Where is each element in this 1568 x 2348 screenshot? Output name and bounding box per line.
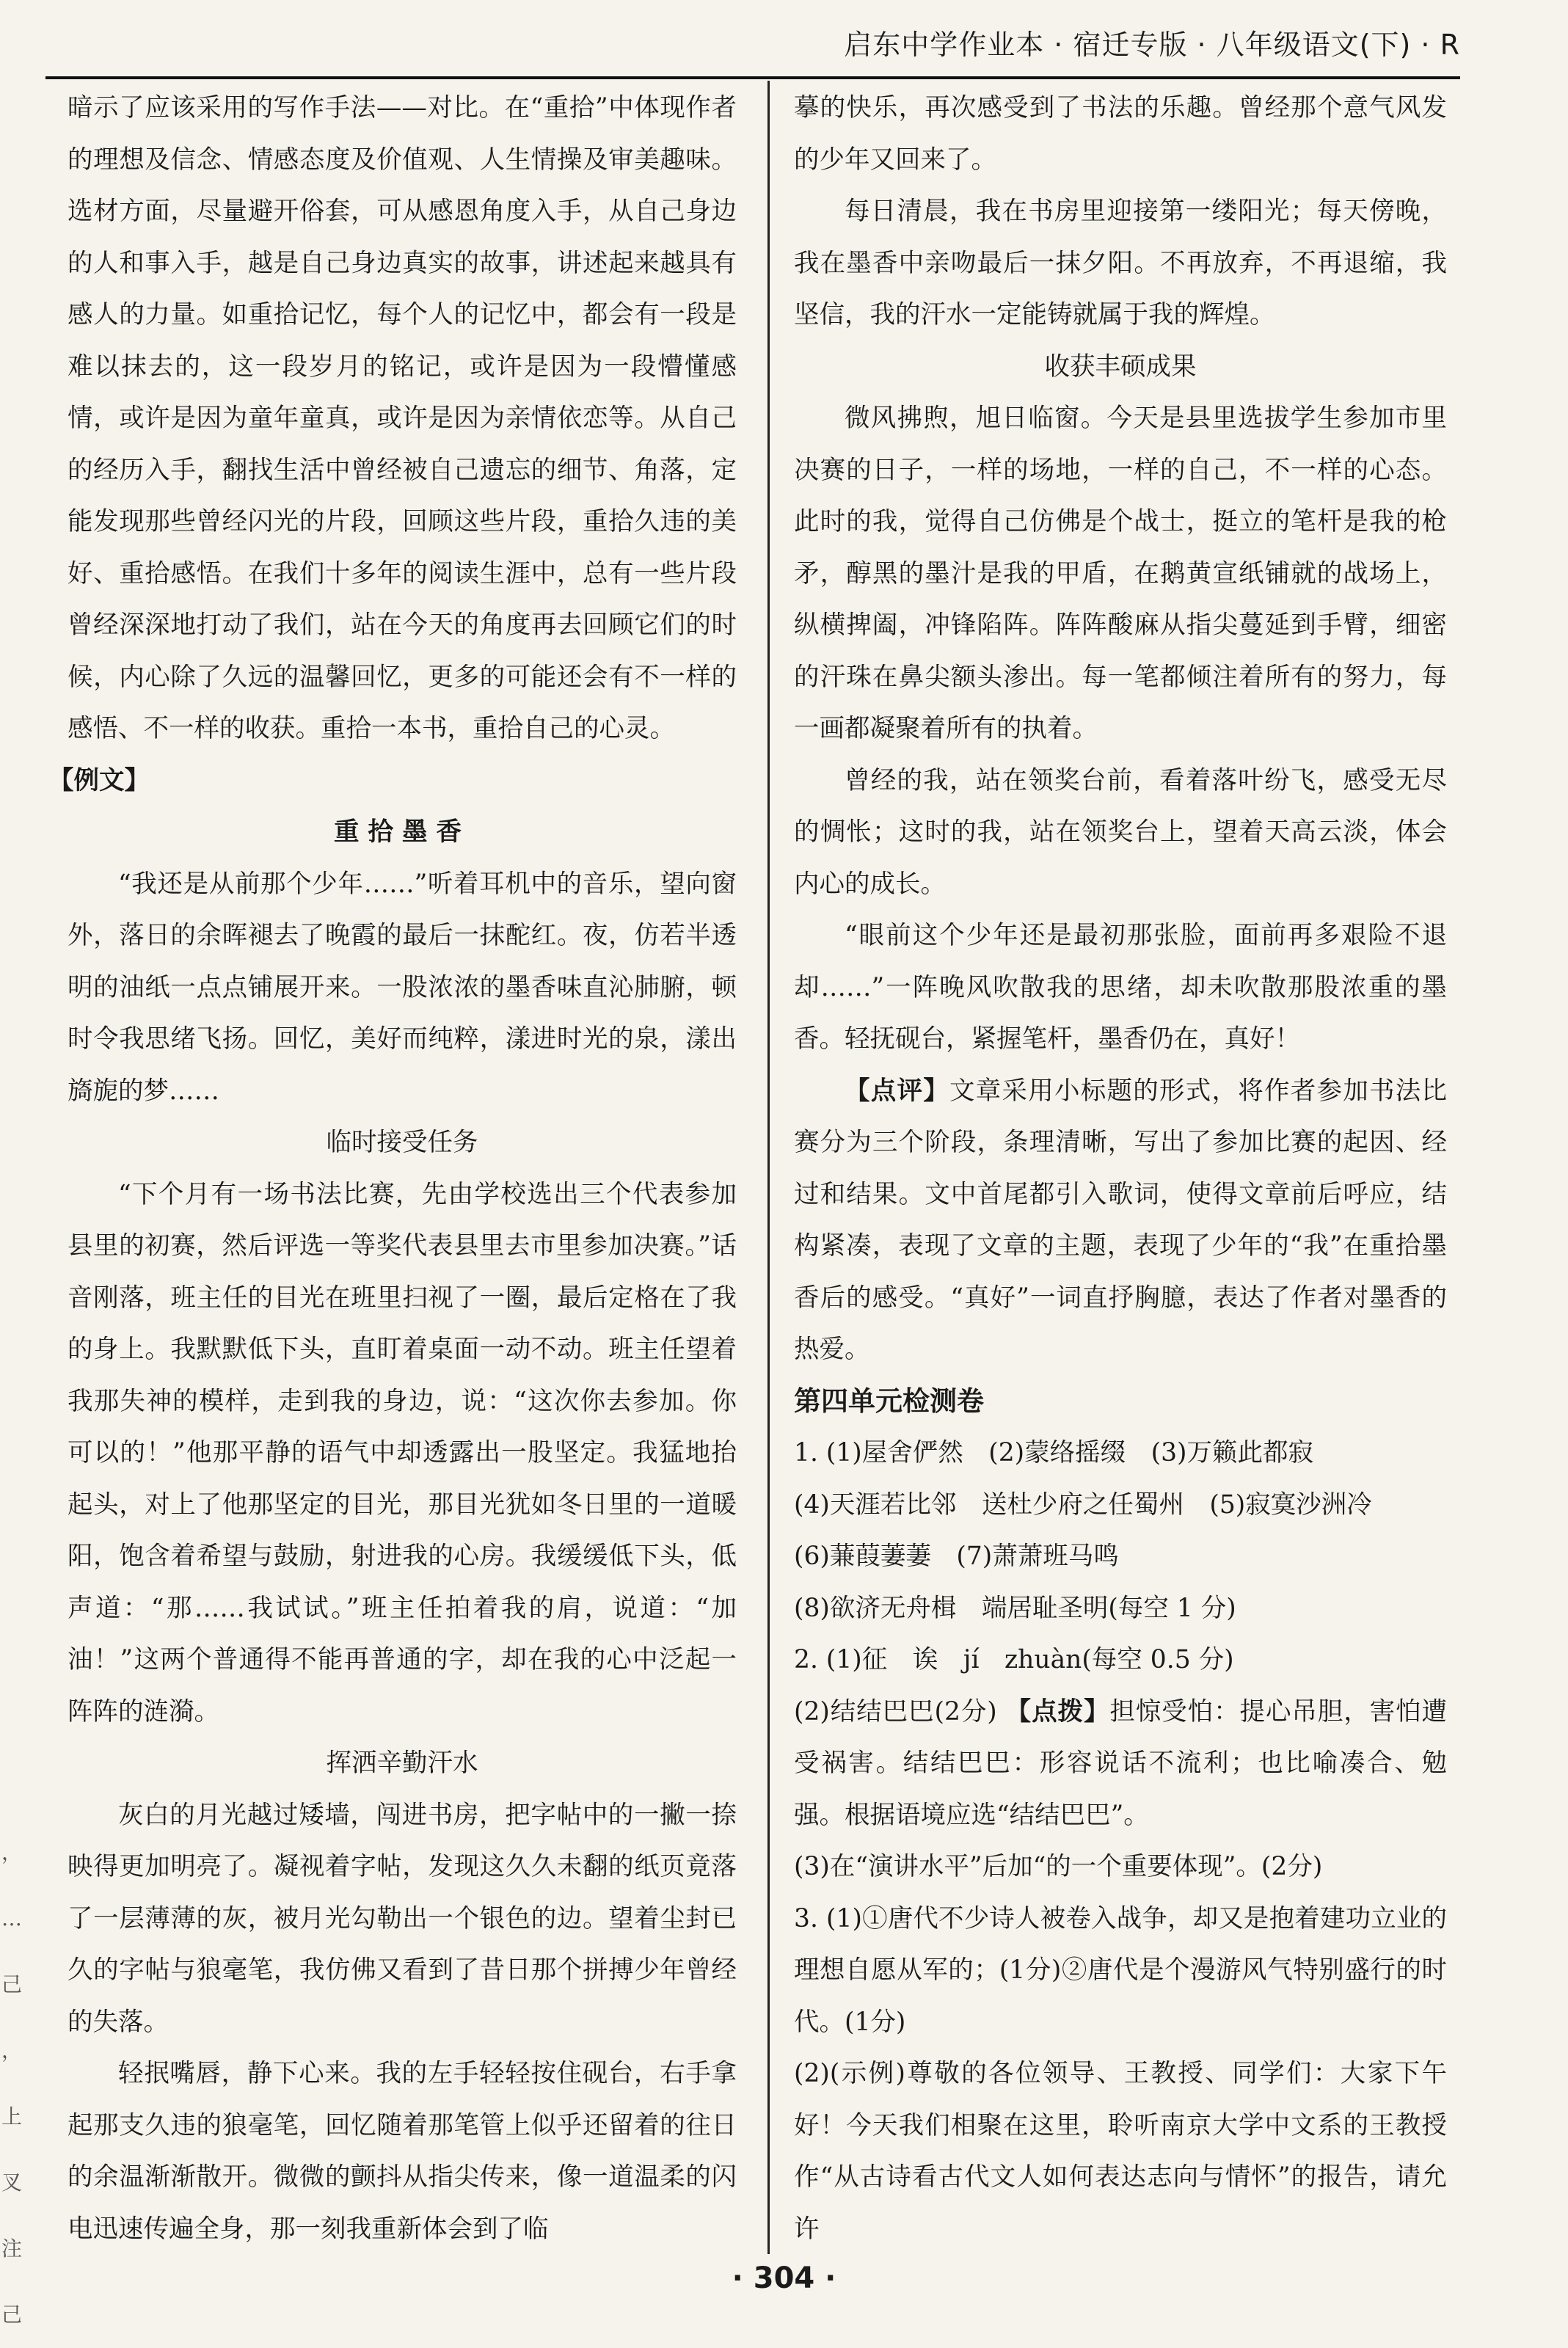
header-rule bbox=[45, 76, 1460, 79]
essay-paragraph: 每日清晨，我在书房里迎接第一缕阳光；每天傍晚，我在墨香中亲吻最后一抹夕阳。不再放弃，不再退缩，我坚信，我的汗水一定能铸就属于我的辉煌。 bbox=[794, 197, 1447, 329]
running-header: 启东中学作业本 · 宿迁专版 · 八年级语文(下) · R bbox=[844, 29, 1460, 61]
answer-line: (2)(示例)尊敬的各位领导、王教授、同学们：大家下午好！今天我们相聚在这里，聆听南京大学中文系的王教授作“从古诗看古代文人如何表达志向与情怀”的报告，请允许 bbox=[794, 2059, 1447, 2244]
answer-line: (8)欲济无舟楫 端居耻圣明(每空 1 分) bbox=[794, 1593, 1236, 1623]
margin-mark: 上 bbox=[1, 2104, 23, 2129]
unit-test-title: 第四单元检测卷 bbox=[794, 1385, 984, 1417]
answer-line: (3)在“演讲水平”后加“的一个重要体现”。(2分) bbox=[794, 1852, 1323, 1881]
subheading: 收获丰硕成果 bbox=[1044, 351, 1197, 382]
hint-label: 【点拨】 bbox=[1005, 1696, 1110, 1727]
answer-line: 1. (1)屋舍俨然 (2)蒙络摇缀 (3)万籁此都寂 bbox=[794, 1438, 1313, 1468]
essay-paragraph: 微风拂煦，旭日临窗。今天是县里选拔学生参加市里决赛的日子，一样的场地，一样的自己，不一样的心态。此时的我，觉得自己仿佛是个战士，挺立的笔杆是我的枪矛，醇黑的墨汁是我的甲盾，在鹅黄宣纸铺就的战场上，纵横捭阖，冲锋陷阵。阵阵酸麻从指尖蔓延到手臂，细密的汗珠在鼻尖额头渗出。每一笔都倾注着所有的努力，每一画都凝聚着所有的执着。 bbox=[794, 404, 1447, 743]
answer-text: (2)结结巴巴(2分) bbox=[794, 1696, 997, 1727]
margin-mark: 己 bbox=[1, 1972, 23, 1997]
subheading: 临时接受任务 bbox=[326, 1128, 478, 1157]
answer-line: 2. (1)征 诶 jí zhuàn(每空 0.5 分) bbox=[794, 1645, 1234, 1674]
essay-paragraph: “眼前这个少年还是最初那张脸，面前再多艰险不退却……”一阵晚风吹散我的思绪，却未吹散那股浓重的墨香。轻抚砚台，紧握笔杆，墨香仍在，真好！ bbox=[794, 921, 1447, 1054]
margin-mark: … bbox=[1, 1906, 22, 1930]
answer-text: 担惊受怕：提心吊胆，害怕遭受祸害。结结巴巴：形容说话不流利；也比喻凑合、勉强。根据语境应选“结结巴巴”。 bbox=[794, 1696, 1448, 1830]
margin-mark: 己 bbox=[1, 2303, 23, 2327]
essay-paragraph: 轻抿嘴唇，静下心来。我的左手轻轻按住砚台，右手拿起那支久违的狼毫笔，回忆随着那笔管上似乎还留着的往日的余温渐渐散开。微微的颤抖从指尖传来，像一道温柔的闪电迅速传遍全身，那一刻我重新体会到了临 bbox=[68, 2059, 737, 2244]
left-column bbox=[48, 82, 737, 2255]
example-label: 【例文】 bbox=[48, 765, 150, 795]
page-number: · 304 · bbox=[732, 2261, 836, 2295]
answer-line: 3. (1)①唐代不少诗人被卷入战争，却又是抱着建功立业的理想自愿从军的；(1分)②唐代是个漫游风气特别盛行的时代。(1分) bbox=[794, 1903, 1447, 2037]
right-column bbox=[794, 82, 1447, 2255]
comment-label: 【点评】 bbox=[845, 1076, 949, 1106]
essay-paragraph: “我还是从前那个少年……”听着耳机中的音乐，望向窗外，落日的余晖褪去了晚霞的最后一抹酡红。夜，仿若半透明的油纸一点点铺展开来。一股浓浓的墨香味直沁肺腑，顿时令我思绪飞扬。回忆，美好而纯粹，漾进时光的泉，漾出旖旎的梦…… bbox=[68, 869, 737, 1106]
essay-title: 重拾墨香 bbox=[334, 817, 470, 847]
margin-mark: 叉 bbox=[1, 2170, 23, 2195]
comment-text: 文章采用小标题的形式，将作者参加书法比赛分为三个阶段，条理清晰，写出了参加比赛的起因、经过和结果。文中首尾都引入歌词，使得文章前后呼应，结构紧凑，表现了文章的主题，表现了少年的“我”在重拾墨香后的感受。“真好”一词直抒胸臆，表达了作者对墨香的热爱。 bbox=[794, 1076, 1447, 1364]
column-divider bbox=[767, 81, 770, 2254]
margin-mark: ， bbox=[1, 2038, 23, 2063]
answer-line bbox=[794, 1686, 1447, 1842]
intro-paragraph: 暗示了应该采用的写作手法——对比。在“重拾”中体现作者的理想及信念、情感态度及价值观、人生情操及审美趣味。选材方面，尽量避开俗套，可从感恩角度入手，从自己身边的人和事入手，越是自己身边真实的故事，讲述起来越具有感人的力量。如重拾记忆，每个人的记忆中，都会有一段是难以抹去的，这一段岁月的铭记，或许是因为一段懵懂感情，或许是因为童年童真，或许是因为亲情依恋等。从自己的经历入手，翻找生活中曾经被自己遗忘的细节、角落，定能发现那些曾经闪光的片段，回顾这些片段，重拾久违的美好、重拾感悟。在我们十多年的阅读生涯中，总有一些片段曾经深深地打动了我们，站在今天的角度再去回顾它们的时候，内心除了久远的温馨回忆，更多的可能还会有不一样的感悟、不一样的收获。重拾一本书，重拾自己的心灵。 bbox=[68, 93, 737, 743]
answer-line: (6)蒹葭萋萋 (7)萧萧班马鸣 bbox=[794, 1542, 1119, 1571]
essay-paragraph: 曾经的我，站在领奖台前，看着落叶纷飞，感受无尽的惆怅；这时的我，站在领奖台上，望着天高云淡，体会内心的成长。 bbox=[794, 765, 1447, 899]
essay-paragraph: 摹的快乐，再次感受到了书法的乐趣。曾经那个意气风发的少年又回来了。 bbox=[794, 93, 1447, 175]
essay-paragraph: “下个月有一场书法比赛，先由学校选出三个代表参加县里的初赛，然后评选一等奖代表县里去市里参加决赛。”话音刚落，班主任的目光在班里扫视了一圈，最后定格在了我的身上。我默默低下头，直盯着桌面一动不动。班主任望着我那失神的模样，走到我的身边，说：“这次你去参加。你可以的！”他那平静的语气中却透露出一股坚定。我猛地抬起头，对上了他那坚定的目光，那目光犹如冬日里的一道暖阳，饱含着希望与鼓励，射进我的心房。我缓缓低下头，低声道：“那……我试试。”班主任拍着我的肩，说道：“加油！”这两个普通得不能再普通的字，却在我的心中泛起一阵阵的涟漪。 bbox=[68, 1179, 737, 1727]
answer-line: (4)天涯若比邻 送杜少府之任蜀州 (5)寂寞沙洲冷 bbox=[794, 1490, 1372, 1520]
margin-mark: 注 bbox=[1, 2236, 23, 2261]
comment-paragraph bbox=[794, 1065, 1447, 1376]
essay-paragraph: 灰白的月光越过矮墙，闯进书房，把字帖中的一撇一捺映得更加明亮了。凝视着字帖，发现这久久未翻的纸页竟落了一层薄薄的灰，被月光勾勒出一个银色的边。望着尘封已久的字帖与狼毫笔，我仿佛又看到了昔日那个拼搏少年曾经的失落。 bbox=[68, 1800, 737, 2037]
subheading: 挥洒辛勤汗水 bbox=[326, 1749, 478, 1778]
margin-mark: ， bbox=[1, 1840, 23, 1864]
